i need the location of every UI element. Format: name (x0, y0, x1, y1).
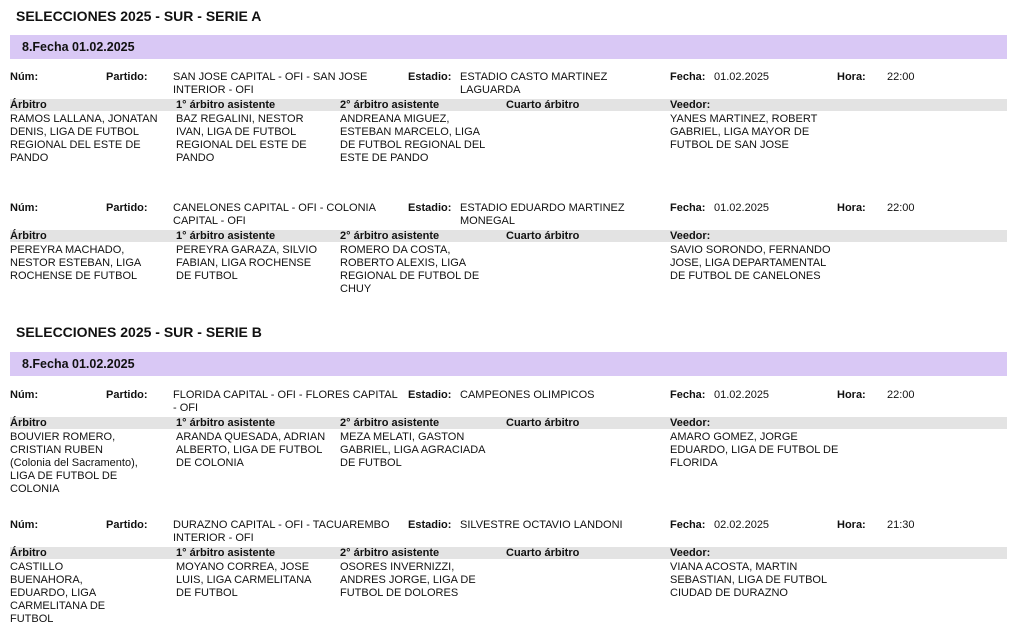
fecha-value: 01.02.2025 (714, 389, 770, 401)
officials-header (10, 230, 1007, 242)
cuarto-header: Cuarto árbitro (506, 547, 580, 559)
fecha-value: 01.02.2025 (714, 202, 770, 214)
arbitro-header: Árbitro (10, 99, 47, 111)
arbitro-header: Árbitro (10, 547, 47, 559)
match-a2 (10, 202, 1007, 295)
veedor-header: Veedor: (670, 547, 711, 559)
hora-label: Hora: (837, 202, 866, 214)
partido-label: Partido: (106, 519, 148, 531)
num-label: Núm: (10, 71, 39, 83)
veedor-header: Veedor: (670, 99, 711, 111)
asist1-value: BAZ REGALINI, NESTOR IVAN, LIGA DE FUTBOL REGIONAL DEL ESTE DE PANDO (176, 113, 307, 164)
asist1-value: MOYANO CORREA, JOSE LUIS, LIGA CARMELITANA DE FUTBOL (176, 561, 311, 599)
hora-label: Hora: (837, 519, 866, 531)
estadio-label: Estadio: (408, 202, 452, 214)
asist2-value: MEZA MELATI, GASTON GABRIEL, LIGA AGRACIADA DE FUTBOL (340, 431, 485, 469)
match-a1 (10, 71, 1007, 164)
asist2-value: ROMERO DA COSTA, ROBERTO ALEXIS, LIGA REGIONAL DE FUTBOL DE CHUY (340, 244, 480, 295)
estadio-value: ESTADIO EDUARDO MARTINEZ MONEGAL (460, 202, 625, 227)
partido-label: Partido: (106, 71, 148, 83)
estadio-value: CAMPEONES OLIMPICOS (460, 389, 595, 401)
veedor-value: AMARO GOMEZ, JORGE EDUARDO, LIGA DE FUTBOL DE FLORIDA (670, 431, 839, 469)
officials-header (10, 99, 1007, 111)
hora-value: 22:00 (887, 389, 915, 401)
arbitro-header: Árbitro (10, 417, 47, 429)
arbitro-value: RAMOS LALLANA, JONATAN DENIS, LIGA DE FUTBOL REGIONAL DEL ESTE DE PANDO (10, 113, 158, 164)
match-info-row (10, 519, 1007, 547)
match-info-row (10, 71, 1007, 99)
veedor-value: SAVIO SORONDO, FERNANDO JOSE, LIGA DEPARTAMENTAL DE FUTBOL DE CANELONES (670, 244, 831, 282)
officials-header (10, 547, 1007, 559)
veedor-value: YANES MARTINEZ, ROBERT GABRIEL, LIGA MAYOR DE FUTBOL DE SAN JOSE (670, 113, 818, 151)
estadio-value: ESTADIO CASTO MARTINEZ LAGUARDA (460, 71, 608, 96)
asist2-header: 2° árbitro asistente (340, 547, 440, 559)
veedor-header: Veedor: (670, 230, 711, 242)
fecha-label: Fecha: (670, 202, 706, 214)
arbitro-value: PEREYRA MACHADO, NESTOR ESTEBAN, LIGA ROCHENSE DE FUTBOL (10, 244, 141, 282)
fecha-label: Fecha: (670, 519, 706, 531)
asist2-value: ANDREANA MIGUEZ, ESTEBAN MARCELO, LIGA DE FUTBOL REGIONAL DEL ESTE DE PANDO (340, 113, 485, 164)
hora-value: 22:00 (887, 71, 915, 83)
match-info-row (10, 389, 1007, 417)
match-info-row (10, 202, 1007, 230)
asist2-header: 2° árbitro asistente (340, 230, 440, 242)
cuarto-header: Cuarto árbitro (506, 99, 580, 111)
officials-header (10, 417, 1007, 429)
fecha-value: 02.02.2025 (714, 519, 770, 531)
hora-label: Hora: (837, 71, 866, 83)
fecha-value: 01.02.2025 (714, 71, 770, 83)
asist2-header: 2° árbitro asistente (340, 99, 440, 111)
hora-value: 22:00 (887, 202, 915, 214)
serie-b-fecha-bar: 8.Fecha 01.02.2025 (10, 352, 1007, 376)
asist1-header: 1° árbitro asistente (176, 99, 276, 111)
cuarto-header: Cuarto árbitro (506, 417, 580, 429)
asist1-value: ARANDA QUESADA, ADRIAN ALBERTO, LIGA DE FUTBOL DE COLONIA (176, 431, 326, 469)
estadio-value: SILVESTRE OCTAVIO LANDONI (460, 519, 623, 531)
estadio-label: Estadio: (408, 71, 452, 83)
asist1-header: 1° árbitro asistente (176, 417, 276, 429)
asist1-header: 1° árbitro asistente (176, 547, 276, 559)
num-label: Núm: (10, 202, 39, 214)
asist2-value: OSORES INVERNIZZI, ANDRES JORGE, LIGA DE FUTBOL DE DOLORES (340, 561, 476, 599)
partido-value: FLORIDA CAPITAL - OFI - FLORES CAPITAL - OFI (173, 389, 398, 414)
hora-value: 21:30 (887, 519, 915, 531)
serie-a-fecha-bar: 8.Fecha 01.02.2025 (10, 35, 1007, 59)
partido-label: Partido: (106, 389, 148, 401)
match-b2 (10, 519, 1007, 625)
cuarto-header: Cuarto árbitro (506, 230, 580, 242)
partido-value: CANELONES CAPITAL - OFI - COLONIA CAPITAL - OFI (173, 202, 376, 227)
num-label: Núm: (10, 519, 39, 531)
estadio-label: Estadio: (408, 389, 452, 401)
arbitro-value: BOUVIER ROMERO, CRISTIAN RUBEN (Colonia del Sacramento), LIGA DE FUTBOL DE COLONIA (10, 431, 138, 495)
partido-value: SAN JOSE CAPITAL - OFI - SAN JOSE INTERIOR - OFI (173, 71, 368, 96)
partido-label: Partido: (106, 202, 148, 214)
arbitro-value: CASTILLO BUENAHORA, EDUARDO, LIGA CARMELITANA DE FUTBOL (10, 561, 106, 625)
serie-a-title: SELECCIONES 2025 - SUR - SERIE A (16, 8, 262, 24)
serie-b-title: SELECCIONES 2025 - SUR - SERIE B (16, 324, 262, 340)
hora-label: Hora: (837, 389, 866, 401)
arbitro-header: Árbitro (10, 230, 47, 242)
asist1-header: 1° árbitro asistente (176, 230, 276, 242)
asist1-value: PEREYRA GARAZA, SILVIO FABIAN, LIGA ROCHENSE DE FUTBOL (176, 244, 318, 282)
asist2-header: 2° árbitro asistente (340, 417, 440, 429)
fecha-label: Fecha: (670, 389, 706, 401)
estadio-label: Estadio: (408, 519, 452, 531)
num-label: Núm: (10, 389, 39, 401)
fecha-label: Fecha: (670, 71, 706, 83)
veedor-header: Veedor: (670, 417, 711, 429)
partido-value: DURAZNO CAPITAL - OFI - TACUAREMBO INTERIOR - OFI (173, 519, 390, 544)
match-b1 (10, 389, 1007, 495)
veedor-value: VIANA ACOSTA, MARTIN SEBASTIAN, LIGA DE FUTBOL CIUDAD DE DURAZNO (670, 561, 827, 599)
